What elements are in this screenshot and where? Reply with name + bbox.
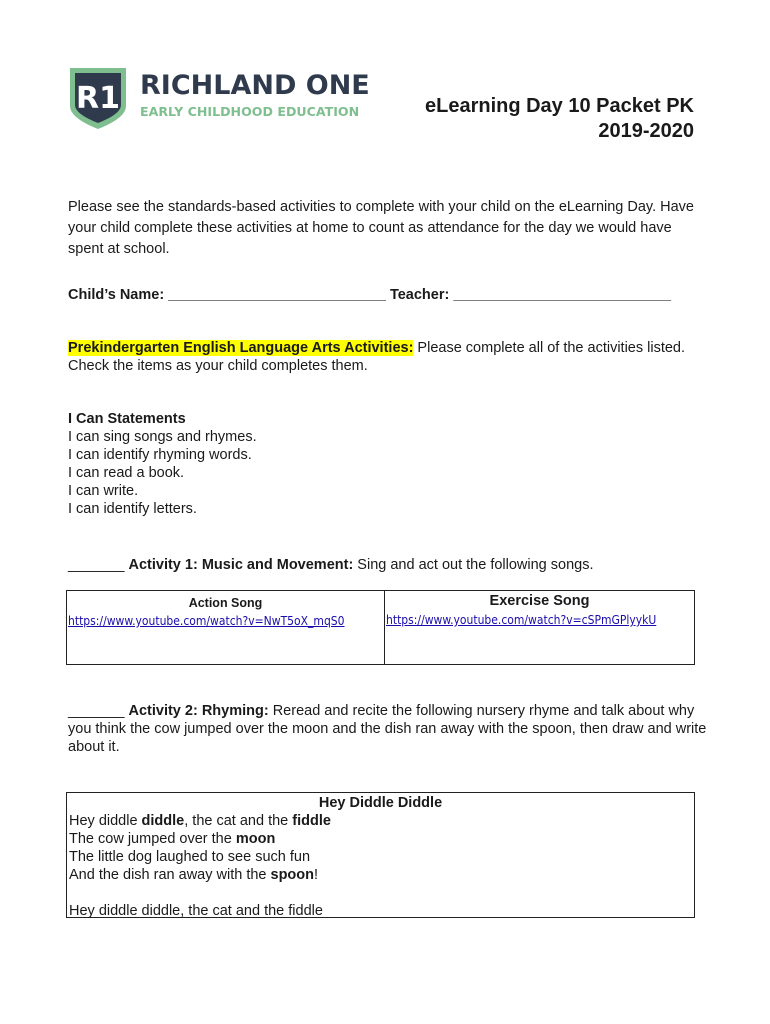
rhyme-line: The little dog laughed to see such fun <box>69 849 311 865</box>
title-line-1: eLearning Day 10 Packet PK <box>424 95 694 117</box>
activity-1 <box>68 557 594 573</box>
songs-table <box>66 590 695 665</box>
activity-2-checkbox-blank[interactable]: _______ <box>68 703 125 719</box>
shield-logo-icon <box>66 66 130 130</box>
activity-1-text: Sing and act out the following songs. <box>353 557 594 573</box>
activity-1-label: Activity 1: Music and Movement: <box>128 557 354 573</box>
i-can-heading: I Can Statements <box>68 411 186 427</box>
rhyme-title: Hey Diddle Diddle <box>318 795 443 811</box>
rhyme-line: Hey diddle diddle, the cat and the fiddle <box>69 903 323 919</box>
rhyme-line: Hey diddle diddle, the cat and the fiddle <box>69 813 331 829</box>
exercise-song-label: Exercise Song <box>489 593 590 609</box>
activity-2-label: Activity 2: Rhyming: <box>128 703 269 719</box>
action-song-cell <box>67 591 385 664</box>
activity-1-checkbox-blank[interactable]: _______ <box>68 557 125 573</box>
action-song-label: Action Song <box>188 596 263 610</box>
activity-2 <box>68 702 708 756</box>
richland-one-logo <box>66 66 386 132</box>
i-can-item: I can write. <box>68 483 139 499</box>
document-title <box>425 94 694 144</box>
child-teacher-name-line: Child’s Name: ___________________________ Teacher: ___________________________ <box>68 287 672 303</box>
exercise-song-link[interactable]: https://www.youtube.com/watch?v=cSPmGPlyykU <box>386 613 657 627</box>
i-can-item: I can sing songs and rhymes. <box>68 429 257 445</box>
i-can-item: I can identify rhyming words. <box>68 447 252 463</box>
i-can-item: I can read a book. <box>68 465 185 481</box>
logo-monogram: R1 <box>76 81 120 116</box>
intro-paragraph: Please see the standards-based activities to complete with your child on the eLearning Day. Have your child complete these activities at home to count as attendance for the day we would have spent at school. <box>68 199 694 257</box>
activity-2-text: Reread and recite the following nursery rhyme and talk about why you think the cow jumped over the moon and the dish ran away with the spoon, then draw and write about it. <box>68 703 707 755</box>
exercise-song-cell <box>385 591 694 664</box>
nursery-rhyme-box <box>66 792 695 918</box>
logo-subtitle: EARLY CHILDHOOD EDUCATION <box>140 104 360 119</box>
ela-text: Please complete all of the activities listed. Check the items as your child completes them. <box>68 340 686 374</box>
ela-activities-paragraph <box>68 339 708 375</box>
logo-name: RICHLAND ONE <box>140 70 370 101</box>
ela-highlight: Prekindergarten English Language Arts Activities: <box>68 340 414 356</box>
title-line-2: 2019-2020 <box>598 120 694 142</box>
rhyme-line: The cow jumped over the moon <box>69 831 276 847</box>
rhyme-line: And the dish ran away with the spoon! <box>69 867 319 883</box>
action-song-link[interactable]: https://www.youtube.com/watch?v=NwT5oX_mqS0 <box>68 614 345 628</box>
i-can-item: I can identify letters. <box>68 501 197 517</box>
i-can-statements <box>68 410 257 518</box>
